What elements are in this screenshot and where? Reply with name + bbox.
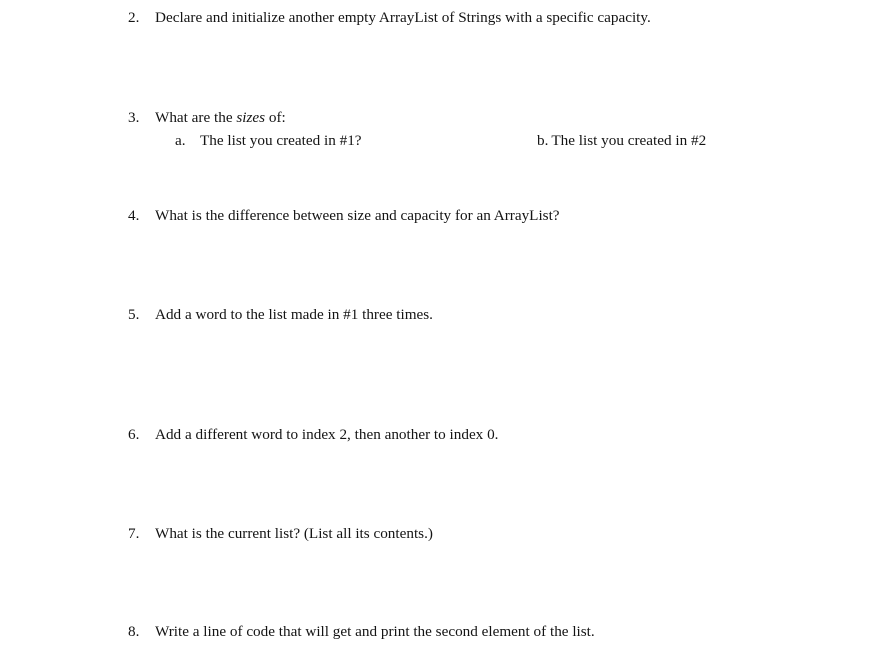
subitem-text: The list you created in #1? xyxy=(200,131,362,149)
question-text-part: What are the xyxy=(155,109,237,126)
question-text: Add a word to the list made in #1 three times. xyxy=(155,306,433,323)
subitem-b xyxy=(537,131,706,152)
question-text: What is the difference between size and capacity for an ArrayList? xyxy=(155,207,560,224)
question-item-8 xyxy=(128,622,848,643)
question-item-6 xyxy=(128,425,848,446)
question-number: 2. xyxy=(128,9,140,26)
question-number: 4. xyxy=(128,207,140,224)
question-text: Add a different word to index 2, then another to index 0. xyxy=(155,426,499,443)
question-item-7 xyxy=(128,524,848,545)
subitem-text: The list you created in #2 xyxy=(551,131,707,149)
question-number: 7. xyxy=(128,525,140,542)
question-text: Write a line of code that will get and print the second element of the list. xyxy=(155,623,595,640)
subitem-a xyxy=(175,131,362,152)
question-item-4 xyxy=(128,206,848,227)
question-number: 8. xyxy=(128,623,140,640)
question-text: What is the current list? (List all its contents.) xyxy=(155,525,433,542)
subitem-row xyxy=(128,131,848,153)
question-text: Declare and initialize another empty ArrayList of Strings with a specific capacity. xyxy=(155,9,651,26)
question-number: 5. xyxy=(128,306,140,323)
question-item-2 xyxy=(128,8,848,29)
question-item-5 xyxy=(128,305,848,326)
question-text-part: of: xyxy=(265,109,286,126)
question-item-3 xyxy=(128,108,848,153)
question-text xyxy=(155,109,286,126)
question-number: 3. xyxy=(128,109,140,126)
subitem-label: b. xyxy=(537,131,549,149)
emphasized-term: sizes xyxy=(236,109,266,126)
question-number: 6. xyxy=(128,426,140,443)
subitem-label: a. xyxy=(175,131,186,149)
